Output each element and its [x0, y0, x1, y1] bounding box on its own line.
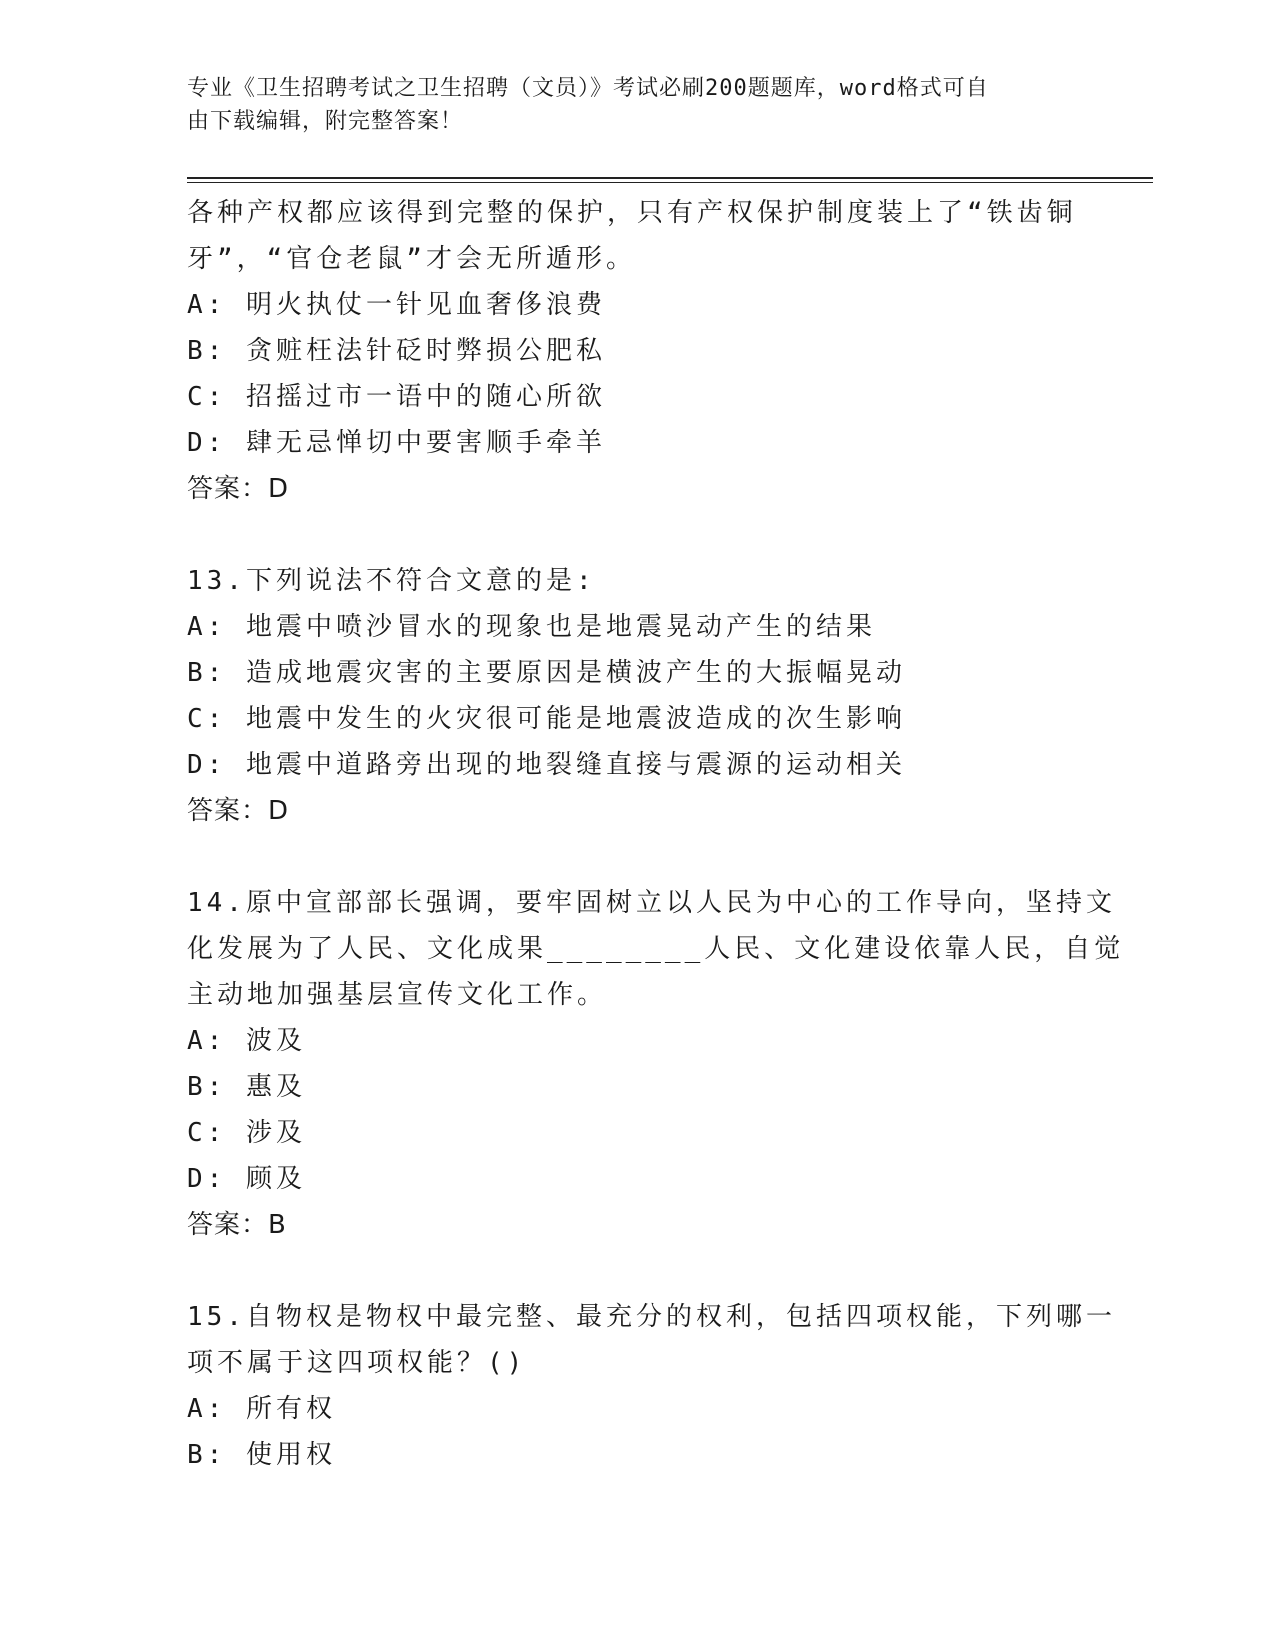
option-d: D: 肆无忌惮切中要害顺手牵羊	[187, 428, 606, 458]
answer-label: 答案：D	[187, 474, 290, 504]
document-header	[187, 72, 1067, 138]
option-a: A: 波及	[187, 1026, 306, 1056]
option-a: A: 所有权	[187, 1394, 336, 1424]
question-stem: 主动地加强基层宣传文化工作。	[187, 980, 608, 1010]
header-divider-thick	[187, 177, 1153, 179]
question-13	[187, 558, 1087, 834]
option-a: A: 明火执仗一针见血奢侈浪费	[187, 290, 606, 320]
option-b: B: 造成地震灾害的主要原因是横波产生的大振幅晃动	[187, 658, 906, 688]
header-line-2: 由下载编辑，附完整答案！	[187, 109, 464, 134]
answer-label: 答案：B	[187, 1210, 287, 1240]
question-stem: 14.原中宣部部长强调，要牢固树立以人民为中心的工作导向，坚持文	[187, 888, 1116, 918]
spacer	[187, 512, 1087, 558]
option-c: C: 招摇过市一语中的随心所欲	[187, 382, 606, 412]
question-15	[187, 1294, 1116, 1478]
question-stem: 各种产权都应该得到完整的保护，只有产权保护制度装上了“铁齿铜	[187, 198, 1077, 228]
question-stem: 项不属于这四项权能？()	[187, 1348, 527, 1378]
option-b: B: 惠及	[187, 1072, 306, 1102]
option-a: A: 地震中喷沙冒水的现象也是地震晃动产生的结果	[187, 612, 876, 642]
question-stem: 15.自物权是物权中最完整、最充分的权利，包括四项权能，下列哪一	[187, 1302, 1116, 1332]
question-stem: 牙”，“官仓老鼠”才会无所遁形。	[187, 244, 636, 274]
option-d: D: 地震中道路旁出现的地裂缝直接与震源的运动相关	[187, 750, 906, 780]
spacer	[187, 1248, 1087, 1294]
option-c: C: 地震中发生的火灾很可能是地震波造成的次生影响	[187, 704, 906, 734]
option-b: B: 使用权	[187, 1440, 336, 1470]
header-divider-thin	[187, 182, 1153, 183]
question-list	[187, 190, 1125, 1478]
spacer	[187, 834, 1087, 880]
question-stem: 13.下列说法不符合文意的是:	[187, 566, 596, 596]
header-line-1: 专业《卫生招聘考试之卫生招聘（文员）》考试必刷200题题库，word格式可自	[187, 76, 989, 101]
question-12	[187, 190, 1087, 512]
option-d: D: 顾及	[187, 1164, 306, 1194]
option-c: C: 涉及	[187, 1118, 306, 1148]
question-14	[187, 880, 1125, 1248]
option-b: B: 贪赃枉法针砭时弊损公肥私	[187, 336, 606, 366]
answer-label: 答案：D	[187, 796, 290, 826]
question-stem: 化发展为了人民、文化成果________人民、文化建设依靠人民，自觉	[187, 934, 1125, 964]
